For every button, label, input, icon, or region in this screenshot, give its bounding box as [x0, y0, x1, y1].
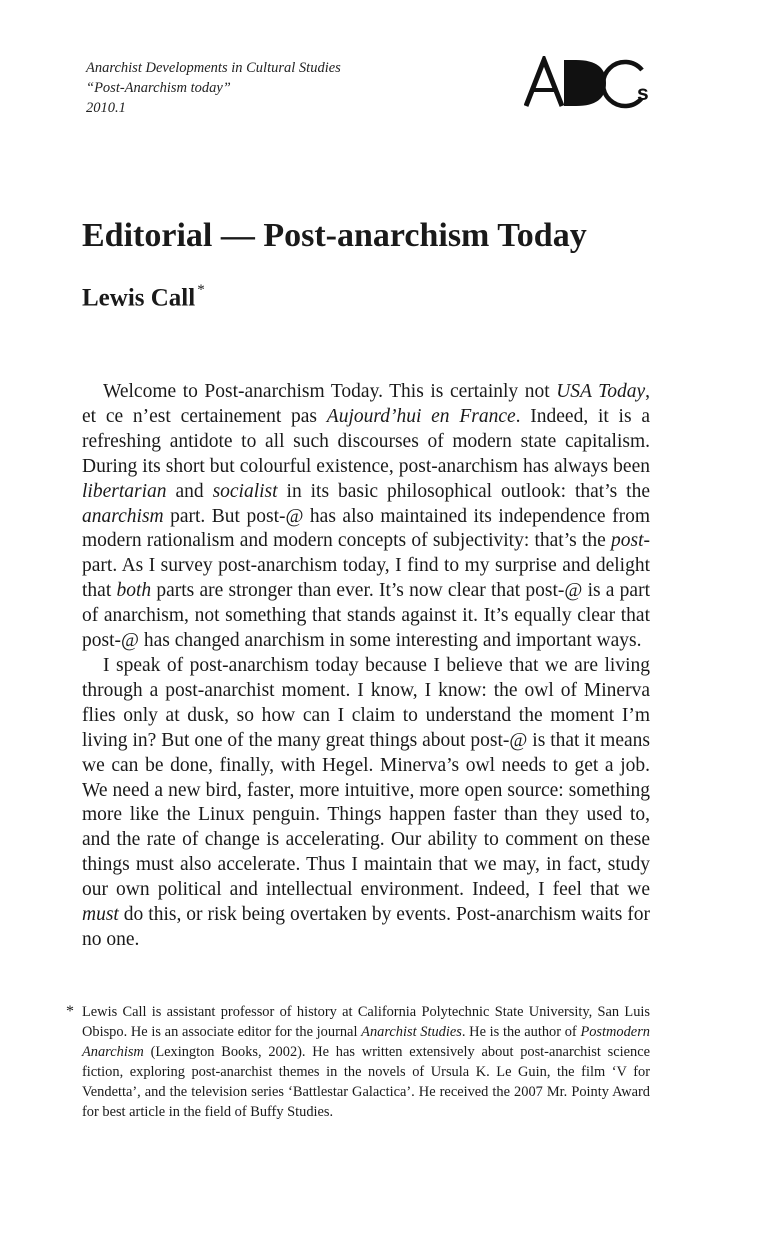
- footnote-marker: *: [66, 1003, 74, 1020]
- issue-title: “Post-Anarchism today”: [86, 80, 231, 96]
- emphasis: socialist: [212, 480, 278, 502]
- emphasis: must: [82, 904, 119, 926]
- issue-number: 2010.1: [86, 100, 126, 116]
- emphasis: libertarian: [82, 480, 167, 502]
- emphasis: anarchism: [82, 505, 164, 527]
- adcs-logo: [524, 56, 656, 110]
- emphasis: Anarchist Studies: [361, 1024, 462, 1040]
- author-footnote: Lewis Call is assistant professor of history at California Polytechnic State University, San Luis Obispo. He is an associate editor for the journal Anarchist Studies. He is the author of Postmodern Anarchism (Lexington Books, 2002). He has written extensively about post-anarchist science fiction, exploring post-anarchist themes in the novels of Ursula K. Le Guin, the film ‘V for Vendetta’, and the television series ‘Battlestar Galactica’. He received the 2007 Mr. Pointy Award for best article in the field of Buffy Studies.: [82, 1004, 650, 1120]
- emphasis: Aujourd’hui en France: [326, 405, 516, 427]
- emphasis: USA Today: [556, 381, 646, 402]
- emphasis: post-: [611, 530, 650, 552]
- author-footnote-marker: *: [197, 282, 205, 298]
- emphasis: Postmodern Anarchism: [82, 1024, 650, 1060]
- article-body: [82, 380, 650, 953]
- journal-name: Anarchist Developments in Cultural Studies: [86, 60, 341, 76]
- article-title: Editorial — Post-anarchism Today: [82, 217, 587, 254]
- author-name: [82, 274, 205, 316]
- svg-text:s: s: [637, 82, 649, 105]
- author-name-text: Lewis Call: [82, 284, 196, 312]
- paragraph-1: Welcome to Post-anarchism Today. This is certainly not USA Today, et ce n’est certainement pas Aujourd’hui en France. Indeed, it is a refreshing antidote to all such discourses of modern state capitalism. During its short but colourful existence, post-anarchism has always been libertarian and socialist in its basic philosophical outlook: that’s the anarchism part. But post-@ has also maintained its independence from modern rationalism and modern concepts of subjectivity: that’s the post- part. As I survey post-anarchism today, I find to my surprise and delight that both parts are stronger than ever. It’s now clear that post-@ is a part of anarchism, not something that stands against it. It’s equally clear that post-@ has changed anarchism in some interesting and important ways.: [82, 381, 650, 652]
- paragraph-2: I speak of post-anarchism today because I believe that we are living through a post-anarchist moment. I know, I know: the owl of Minerva flies only at dusk, so how can I claim to understand the moment I’m living in? But one of the many great things about post-@ is that it means we can be done, finally, with Hegel. Minerva’s owl needs to get a job. We need a new bird, faster, more intuitive, more open source: something more like the Linux penguin. Things happen faster than they used to, and the rate of change is accelerating. Our ability to comment on these things must also accelerate. Thus I maintain that we may, in fact, study our own political and intellectual environment. Indeed, I feel that we must do this, or risk being overtaken by events. Post-anarchism waits for no one.: [82, 654, 650, 950]
- emphasis: both: [116, 580, 152, 602]
- journal-header: [86, 58, 341, 118]
